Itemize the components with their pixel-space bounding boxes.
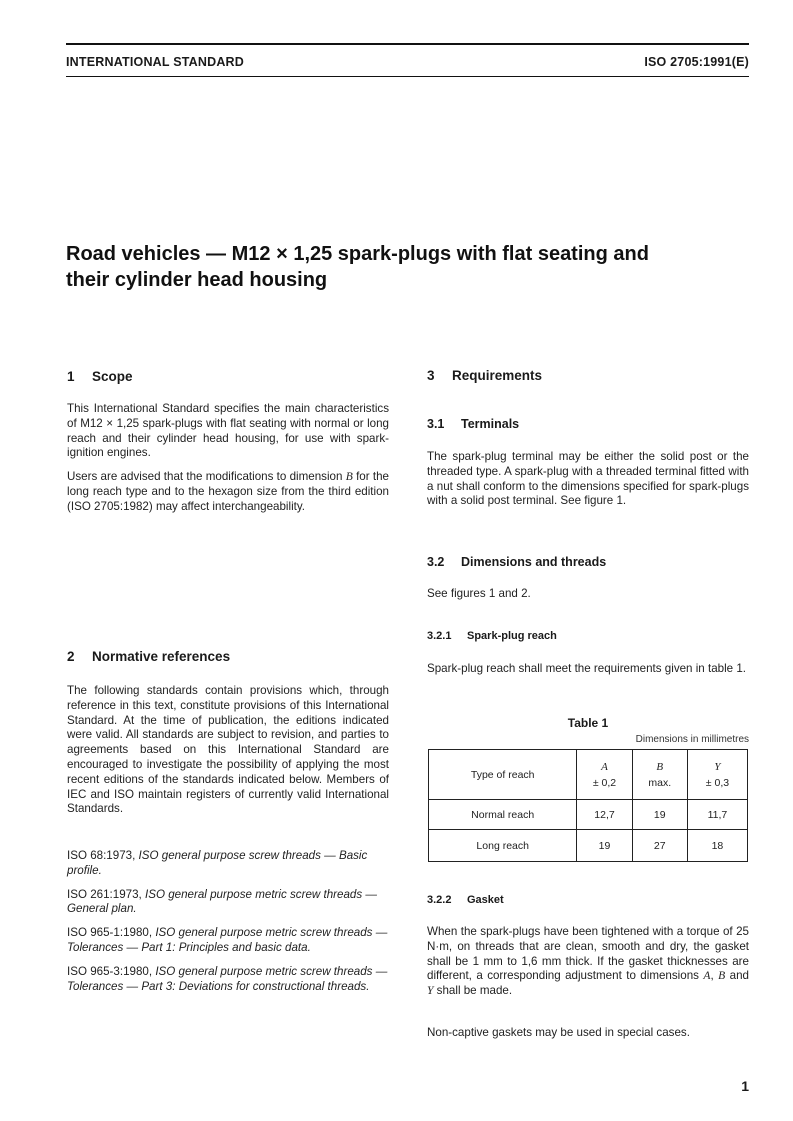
dimensions-paragraph: See figures 1 and 2. — [427, 587, 531, 600]
header-right-label: ISO 2705:1991(E) — [644, 55, 749, 69]
section-2-title: Normative references — [92, 649, 231, 664]
reference-code: ISO 965-1:1980, — [67, 926, 156, 940]
section-3-1-title: Terminals — [461, 417, 520, 431]
normative-references-list — [67, 849, 389, 994]
normative-paragraph-1: The following standards contain provisions which, through reference in this text, constitute provisions of this International Standard. At the time of publication, the editions indicated were valid. All standards are subject to revision, and parties to agreements based on this International Standard are encouraged to investigate the possibility of applying the most recent editions of the standards indicated below. Members of IEC and ISO maintain registers of currently valid International Standards. — [67, 684, 389, 816]
reference-item — [67, 965, 389, 995]
table-row — [429, 830, 748, 862]
column-tolerance: ± 0,3 — [705, 776, 730, 789]
section-3-2-1-heading — [427, 630, 557, 642]
table-cell: 12,7 — [577, 800, 632, 830]
reference-item — [67, 849, 389, 879]
section-3-2-heading — [427, 555, 606, 569]
section-2-number: 2 — [67, 649, 75, 664]
scope-paragraph-1: This International Standard specifies the main characteristics of M12 × 1,25 spark-plugs with flat seating with normal or long reach and their cylinder head housing, for use with spark-ignition engines. — [67, 402, 389, 460]
column-symbol: A — [601, 760, 608, 773]
section-3-2-1-title: Spark-plug reach — [467, 630, 557, 642]
section-3-title: Requirements — [452, 368, 543, 383]
reach-paragraph: Spark-plug reach shall meet the requirements given in table 1. — [427, 662, 747, 675]
table-cell: Normal reach — [429, 800, 577, 830]
section-3-1-number: 3.1 — [427, 417, 445, 431]
terminals-paragraph: The spark-plug terminal may be either the solid post or the threaded type. A spark-plug with a threaded terminal fitted with a nut shall conform to the dimensions specified for spark-plugs with a solid post terminal. See figure 1. — [427, 450, 749, 508]
table-units-note: Dimensions in millimetres — [635, 734, 749, 745]
scope-p2-var-b: B — [345, 470, 353, 484]
header-left-label: INTERNATIONAL STANDARD — [66, 55, 245, 69]
table-header-cell — [632, 750, 687, 800]
table-header-cell: Type of reach — [429, 750, 577, 800]
reference-code: ISO 68:1973, — [67, 849, 139, 862]
column-tolerance: ± 0,2 — [592, 776, 617, 789]
table-cell: 18 — [687, 830, 747, 862]
gasket-sep-1: , — [710, 969, 719, 983]
section-3-2-2-number: 3.2.2 — [427, 894, 452, 906]
section-1-title: Scope — [92, 369, 133, 384]
section-3-2-2-heading — [427, 894, 504, 906]
section-1-heading — [67, 369, 389, 384]
title-line-1: Road vehicles — M12 × 1,25 spark-plugs with flat seating and — [66, 243, 649, 265]
table-cell: 11,7 — [687, 800, 747, 830]
scope-p2-end: for the long reach type and to the hexagon size from the third edition (ISO 2705:1982) may affect interchangeability. — [67, 470, 389, 513]
reference-title: ISO general purpose metric screw threads — General plan. — [67, 887, 377, 916]
gasket-paragraph-2: Non-captive gaskets may be used in special cases. — [427, 1026, 690, 1039]
section-3-2-title: Dimensions and threads — [461, 555, 607, 569]
title-line-2: their cylinder head housing — [66, 269, 328, 291]
page-number: 1 — [741, 1078, 749, 1094]
section-3-2-2-title: Gasket — [467, 894, 504, 906]
section-3-2-number: 3.2 — [427, 555, 445, 569]
column-symbol: Y — [714, 760, 721, 773]
section-1-number: 1 — [67, 369, 75, 384]
section-3-1-heading — [427, 417, 519, 431]
reference-code: ISO 261:1973, — [67, 887, 145, 901]
left-column — [67, 369, 389, 993]
scope-p2-start: Users are advised that the modifications to dimension — [67, 470, 346, 484]
gasket-var-b: B — [718, 969, 726, 983]
reach-table — [428, 749, 748, 862]
table-cell: 27 — [632, 830, 687, 862]
reference-title: ISO general purpose metric screw threads — Tolerances — Part 1: Principles and basic data. — [67, 926, 388, 954]
header-top-rule — [66, 43, 749, 45]
reference-title: ISO general purpose metric screw threads — Tolerances — Part 3: Deviations for constructional threads. — [67, 964, 388, 993]
section-3-2-1-number: 3.2.1 — [427, 630, 452, 642]
table-header-cell — [687, 750, 747, 800]
table-cell: 19 — [632, 800, 687, 830]
table-cell: 19 — [577, 830, 632, 862]
column-tolerance: max. — [648, 776, 672, 789]
reference-item — [67, 926, 389, 956]
reference-code: ISO 965-3:1980, — [67, 964, 156, 978]
gasket-var-y: Y — [427, 984, 434, 998]
reference-item — [67, 888, 389, 918]
table-header-cell — [577, 750, 632, 800]
table-cell: Long reach — [429, 830, 577, 862]
header-bottom-rule — [66, 76, 749, 77]
table-caption: Table 1 — [567, 716, 609, 730]
right-column — [427, 368, 749, 1068]
document-title — [66, 241, 756, 293]
gasket-sep-2: and — [725, 969, 749, 983]
scope-paragraph-2 — [67, 470, 389, 514]
section-3-heading — [427, 368, 542, 383]
section-3-number: 3 — [427, 368, 435, 383]
table-header-row — [429, 750, 748, 800]
column-symbol: B — [656, 760, 664, 773]
table-row — [429, 800, 748, 830]
gasket-p1-start: When the spark-plugs have been tightened with a torque of 25 N·m, on threads that are clean, smooth and dry, the gasket shall be 1 mm to 1,6 mm thick. If the gasket thicknesses are different, a corresponding adjustment to dimensions — [427, 925, 749, 983]
reference-title: ISO general purpose screw threads — Basic profile. — [67, 849, 368, 877]
section-2-heading — [67, 649, 230, 664]
gasket-p1-end: shall be made. — [433, 984, 513, 998]
gasket-var-a: A — [703, 969, 711, 983]
gasket-paragraph-1 — [427, 925, 749, 999]
